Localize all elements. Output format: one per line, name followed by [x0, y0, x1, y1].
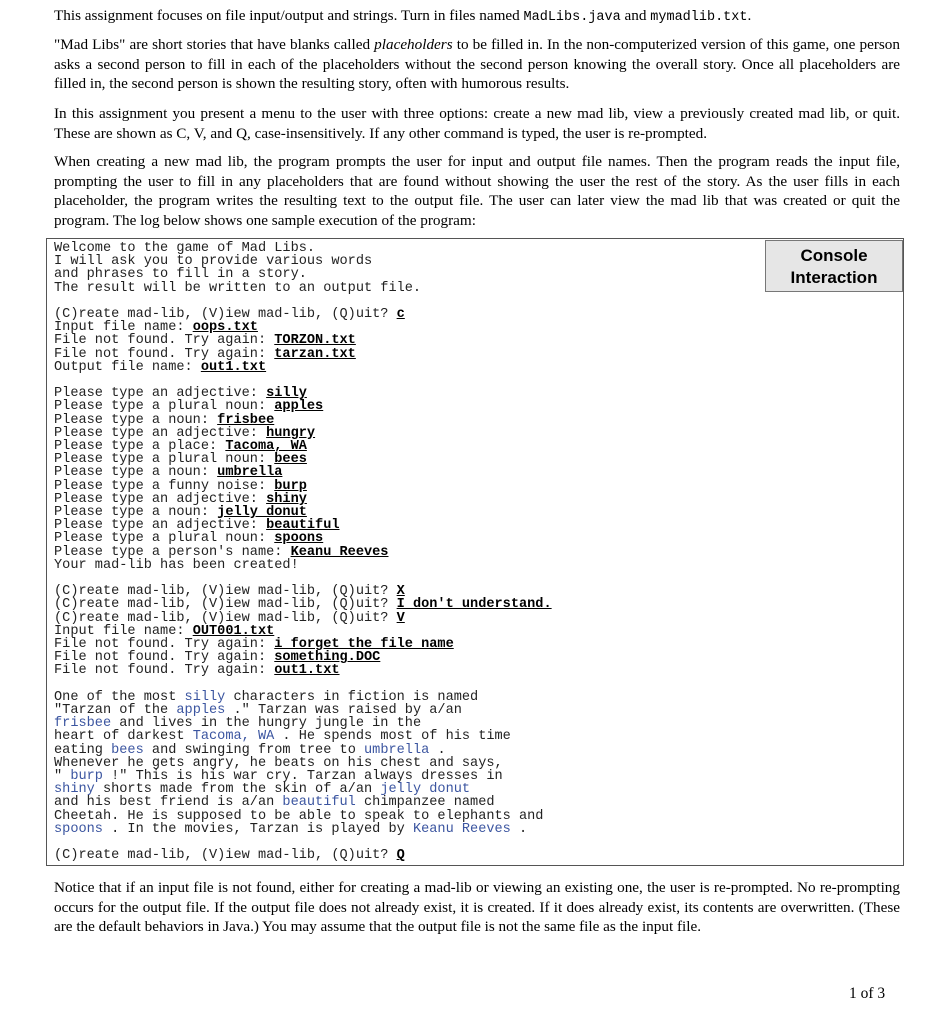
console-line — [54, 664, 340, 677]
console-interaction-label — [765, 240, 903, 292]
console-text: . — [510, 821, 528, 837]
console-text: I will ask you to provide various words — [54, 254, 373, 270]
user-input: frisbee — [217, 412, 275, 428]
paragraph-text: to be filled in. In the non-computerized version of this game, one person asks a second person to fill in each of the placeholders without the second person knowing the overall story. Once all placeholders are filled in, the second person is shown the resulting story, often with humorous results. — [54, 36, 900, 93]
console-text: heart of darkest — [54, 729, 193, 745]
user-input: I don't understand. — [396, 597, 552, 613]
console-text: and his best friend is a/an — [54, 795, 283, 811]
console-text: . He spends most of his time — [274, 729, 511, 745]
console-text: Please type a noun: — [54, 465, 218, 481]
filled-placeholder: Keanu Reeves — [412, 821, 511, 837]
console-text: File not found. Try again: — [54, 650, 275, 666]
user-input: spoons — [274, 531, 324, 547]
user-input: Keanu Reeves — [290, 544, 389, 560]
console-text: File not found. Try again: — [54, 346, 275, 362]
madlibs-description-paragraph — [54, 35, 900, 94]
paragraph-text: In this assignment you present a menu to the user with three options: create a new mad lib, view a previously created mad lib, or quit. These are shown as C, V, and Q, case-insensitively. If any other command is typed, the user is re-prompted. — [54, 105, 900, 142]
emphasis-term: placeholders — [374, 36, 453, 53]
console-text: ." Tarzan was raised by a/an — [225, 703, 462, 718]
user-input: beautiful — [266, 518, 340, 534]
console-text: Input file name: — [54, 623, 193, 639]
user-input: c — [396, 307, 405, 322]
user-input: silly — [266, 386, 307, 402]
console-text: Please type an adjective: — [54, 491, 267, 507]
user-input: out1.txt — [274, 663, 340, 679]
intro-paragraph — [54, 6, 900, 28]
user-input: hungry — [266, 425, 316, 441]
console-text: Your mad-lib has been created! — [54, 557, 299, 573]
console-text: (C)reate mad-lib, (V)iew mad-lib, (Q)uit? — [54, 584, 397, 600]
filled-placeholder: spoons — [54, 821, 103, 837]
console-text: Cheetah. He is supposed to be able to speak to elephants and — [54, 808, 544, 824]
console-text: characters in fiction is named — [225, 689, 479, 705]
filled-placeholder: bees — [111, 742, 144, 758]
filled-placeholder: shiny — [54, 782, 95, 798]
console-label-line1: Console — [800, 246, 868, 265]
console-text: File not found. Try again: — [54, 663, 275, 679]
user-input: something.DOC — [274, 650, 381, 666]
console-text: . In the movies, Tarzan is played by — [102, 821, 413, 837]
filled-placeholder: jelly donut — [380, 782, 471, 798]
console-text: Please type an adjective: — [54, 518, 267, 534]
filled-placeholder: burp — [70, 769, 103, 784]
console-text: File not found. Try again: — [54, 333, 275, 349]
console-text: chimpanzee named — [355, 795, 495, 811]
user-input: jelly donut — [217, 505, 307, 520]
page-number: 1 of 3 — [849, 985, 886, 1002]
file-behavior-note-paragraph — [54, 878, 900, 937]
console-text: The result will be written to an output file. — [54, 280, 422, 296]
console-text: Input file name: — [54, 320, 193, 336]
console-text: Please type a plural noun: — [54, 452, 275, 468]
console-interaction-box — [46, 238, 904, 866]
console-text: shorts made from the skin of a/an — [94, 782, 381, 798]
console-text: and phrases to fill in a story. — [54, 267, 307, 283]
console-text: " — [54, 769, 71, 784]
console-text: (C)reate mad-lib, (V)iew mad-lib, (Q)uit? — [54, 848, 397, 864]
console-text: Whenever he gets angry, he beats on his chest and says, — [54, 755, 503, 771]
user-input: Q — [396, 848, 405, 864]
console-text: Please type a funny noise: — [54, 478, 275, 494]
console-text: Please type an adjective: — [54, 425, 267, 441]
menu-description-paragraph — [54, 104, 900, 143]
user-input: umbrella — [217, 465, 283, 481]
user-input: i forget the file name — [274, 637, 454, 652]
console-line — [54, 361, 266, 374]
console-line — [54, 823, 527, 836]
console-text: One of the most — [54, 689, 185, 705]
console-text: Please type a noun: — [54, 505, 218, 520]
user-input: OUT001.txt — [192, 623, 275, 639]
filled-placeholder: apples — [176, 703, 226, 718]
user-input: burp — [274, 478, 307, 494]
console-text: Please type a plural noun: — [54, 531, 275, 547]
console-text: Please type a person's name: — [54, 544, 291, 560]
paragraph-text: . — [747, 7, 752, 24]
filled-placeholder: Tacoma, WA — [192, 729, 275, 745]
user-input: apples — [274, 399, 324, 415]
paragraph-text: "Mad Libs" are short stories that have blanks called — [54, 36, 375, 53]
console-text: eating — [54, 742, 112, 758]
user-input: bees — [274, 452, 307, 468]
console-label-line2: Interaction — [790, 268, 878, 287]
filled-placeholder: beautiful — [282, 795, 356, 811]
user-input: Tacoma, WA — [225, 439, 307, 454]
console-text: and lives in the hungry jungle in the — [111, 716, 422, 732]
console-text: "Tarzan of the — [54, 703, 177, 718]
console-text: Please type a noun: — [54, 412, 218, 428]
console-text: Please type a place: — [54, 439, 226, 454]
console-text: . — [429, 742, 446, 758]
console-text: (C)reate mad-lib, (V)iew mad-lib, (Q)uit? — [54, 597, 397, 613]
user-input: oops.txt — [192, 320, 258, 336]
console-line — [54, 282, 421, 295]
filled-placeholder: silly — [184, 689, 226, 705]
user-input: V — [396, 610, 405, 626]
user-input: shiny — [266, 491, 307, 507]
filename-code: MadLibs.java — [523, 10, 621, 25]
console-text: Output file name: — [54, 359, 201, 375]
console-text: File not found. Try again: — [54, 637, 275, 652]
filename-code: mymadlib.txt — [650, 10, 748, 25]
console-text: Welcome to the game of Mad Libs. — [54, 241, 316, 256]
console-line — [54, 849, 405, 862]
paragraph-text: and — [620, 7, 651, 24]
console-text: Please type an adjective: — [54, 386, 267, 402]
paragraph-text: Notice that if an input file is not found, either for creating a mad-lib or viewing an existing one, the user is re-prompted. No re-prompting occurs for the output file. If the output file does not already exist, it is created. If it does already exist, its contents are overwritten. (These are the default behaviors in Java.) You may assume that the output file is not the same file as the input file. — [54, 879, 900, 936]
user-input: tarzan.txt — [274, 346, 356, 362]
user-input: out1.txt — [200, 359, 267, 375]
program-flow-paragraph — [54, 152, 900, 230]
paragraph-text: This assignment focuses on file input/output and strings. Turn in files named — [54, 7, 524, 24]
console-text: !" This is his war cry. Tarzan always dresses in — [102, 769, 503, 784]
user-input: X — [396, 584, 405, 600]
filled-placeholder: umbrella — [364, 742, 430, 758]
paragraph-text: When creating a new mad lib, the program prompts the user for input and output file names. Then the program reads the input file, prompting the user to fill in any placeholders that are found without showing the user the rest of the story. As the user fills in each placeholder, the program writes the resulting text to the output file. The user can later view the mad lib that was created or quit the program. The log below shows one sample execution of the program: — [54, 153, 900, 229]
console-text: (C)reate mad-lib, (V)iew mad-lib, (Q)uit? — [54, 610, 397, 626]
filled-placeholder: frisbee — [54, 716, 112, 732]
console-text: and swinging from tree to — [143, 742, 365, 758]
console-line — [54, 559, 299, 572]
console-text: (C)reate mad-lib, (V)iew mad-lib, (Q)uit? — [54, 307, 397, 322]
console-text: Please type a plural noun: — [54, 399, 275, 415]
user-input: TORZON.txt — [274, 333, 356, 349]
